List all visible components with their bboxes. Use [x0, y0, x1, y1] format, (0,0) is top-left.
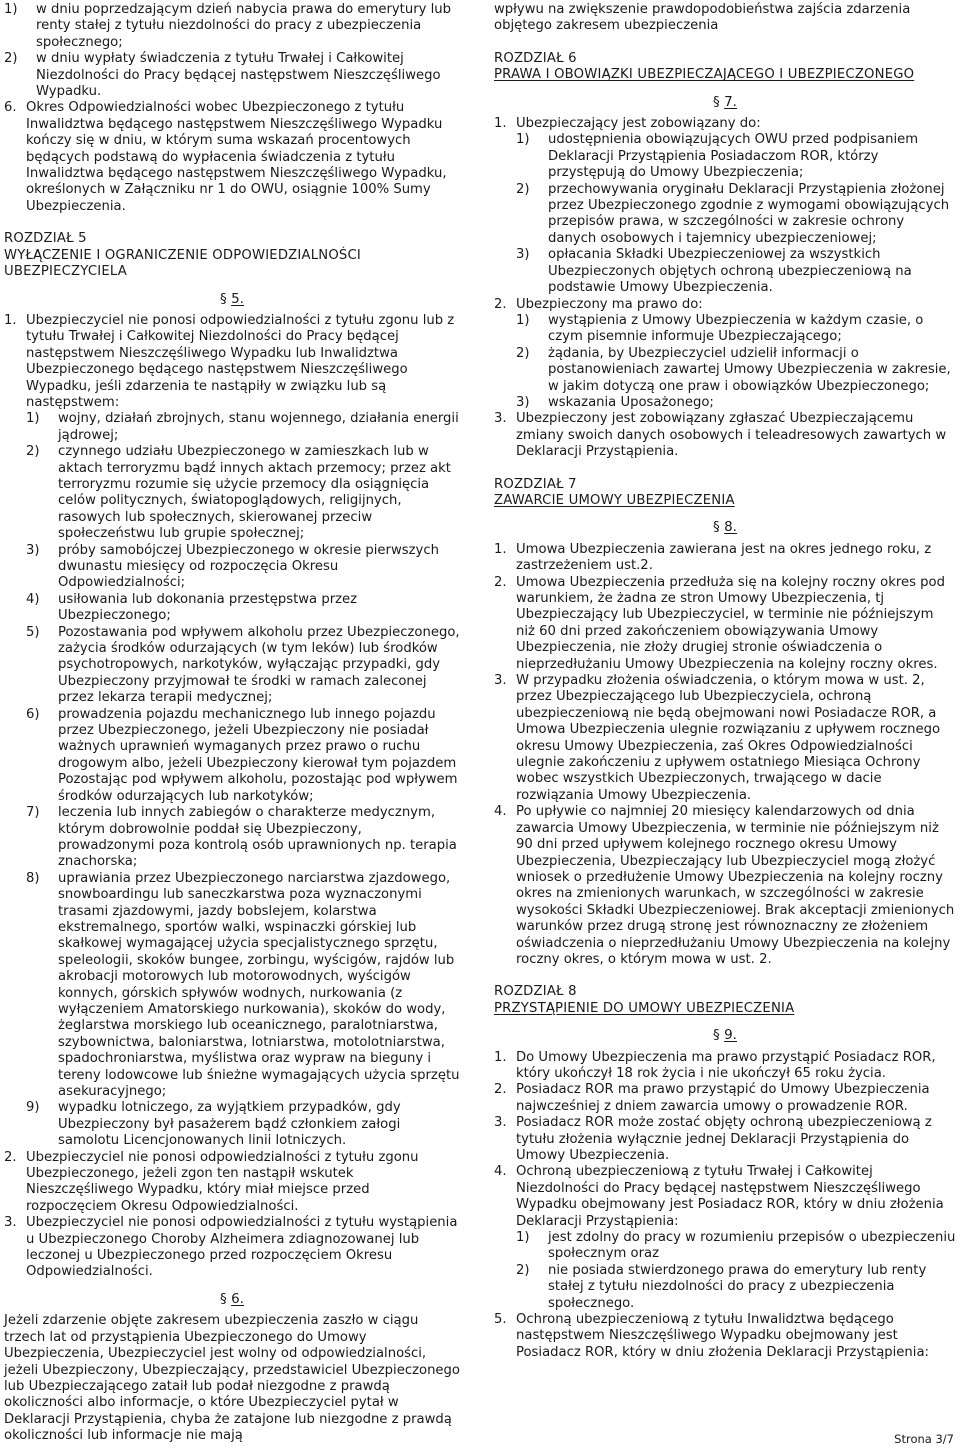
item-text: opłacania Składki Ubezpieczeniowej za wszystkich Ubezpieczonych objętych ochroną ubezpieczeniową na podstawie Umowy Ubezpieczenia.: [548, 247, 912, 296]
list-item: [4, 1150, 460, 1216]
list-item: [494, 804, 956, 968]
list-item: [494, 1115, 956, 1164]
page-number: Strona 3/7: [894, 1431, 954, 1446]
item-text: Pozostawania pod wpływem alkoholu przez Ubezpieczonego, zażycia środków odurzających (w tym leków) lub środków psychotropowych, narkotyków, wyłączając przypadki, gdy Ubezpieczony przyjmował te środki w ramach zaleconej przez lekarza terapii medycznej;: [58, 624, 460, 706]
item-text: Po upływie co najmniej 20 miesięcy kalendarzowych od dnia zawarcia Umowy Ubezpieczenia, w terminie nie późniejszym niż 90 dni przed upływem kolejnego rocznego okresu Umowy Ubezpieczenia, Ubezpieczający lub Ubezpieczyciel mogą złożyć wniosek o przedłużenie Umowy Ubezpieczenia na kolejny roczny okres na zmienionych warunkach, w szczególności w zakresie wysokości Składki Ubezpieczeniowej. Brak akceptacji zmienionych warunków przez drugą stronę jest równoznaczny ze złożeniem oświadczenia o nieprzedłużaniu Umowy Ubezpieczenia na kolejny roczny okres, o którym mowa w ust. 2.: [516, 804, 955, 967]
item-text: Umowa Ubezpieczenia przedłuża się na kolejny roczny okres pod warunkiem, że żadna ze stron Umowy Ubezpieczenia, tj Ubezpieczający lub Ubezpieczyciel, w terminie nie późniejszym niż 60 dni przed zakończeniem obowiązywania Umowy Ubezpieczenia, nie złoży drugiej stronie oświadczenia o nieprzedłużaniu Umowy Ubezpieczenia na kolejny roczny okres.: [516, 574, 945, 672]
paragraph-label: 7.: [724, 93, 737, 110]
chapter-subtitle: PRAWA I OBOWIĄZKI UBEZPIECZAJĄCEGO I UBEZPIECZONEGO: [494, 67, 915, 83]
item-number: 2.: [494, 574, 507, 590]
item-text: w dniu wypłaty świadczenia z tytułu Trwałej i Całkowitej Niezdolności do Pracy będącej następstwem Nieszczęśliwego Wypadku.: [36, 51, 441, 100]
list-item: [494, 575, 956, 673]
list-item: [494, 132, 956, 181]
item-number: 7): [26, 805, 40, 821]
item-number: 2.: [494, 296, 507, 312]
list-item: [4, 592, 460, 625]
item-number: 1): [516, 1230, 530, 1246]
list-item: [4, 51, 460, 100]
item-text: wojny, działań zbrojnych, stanu wojennego, działania energii jądrowej;: [58, 411, 459, 443]
chapter-heading: [494, 984, 956, 1017]
item-text: Do Umowy Ubezpieczenia ma prawo przystąpić Posiadacz ROR, który ukończył 18 rok życia i nie ukończył 65 roku życia.: [516, 1049, 936, 1081]
paragraph-label: 9.: [724, 1027, 737, 1044]
list-item: [4, 100, 460, 215]
item-number: 2): [26, 444, 40, 460]
item-text: Ubezpieczony jest zobowiązany zgłaszać Ubezpieczającemu zmiany swoich danych osobowych i teleadresowych zawartych w Deklaracji Przystąpienia.: [516, 411, 947, 460]
list-item: [4, 444, 460, 542]
item-text: wypadku lotniczego, za wyjątkiem przypadków, gdy Ubezpieczony był pasażerem bądź członkiem załogi samolotu Licencjonowanych linii lotniczych.: [58, 1100, 401, 1149]
item-text: Ochroną ubezpieczeniową z tytułu Inwalidztwa będącego następstwem Nieszczęśliwego Wypadku obejmowany jest Posiadacz ROR, który w dniu złożenia Deklaracji Przystąpienia:: [516, 1312, 929, 1360]
item-text: jest zdolny do pracy w rozumieniu przepisów o ubezpieczeniu społecznym oraz: [548, 1230, 956, 1262]
item-number: 2): [516, 181, 530, 197]
item-number: 4.: [494, 804, 507, 820]
list-item: [494, 673, 956, 804]
item-number: 3): [516, 394, 530, 410]
list-item: [494, 411, 956, 460]
paragraph-label: 5.: [231, 290, 244, 307]
list-item: [494, 182, 956, 248]
list-item: [494, 116, 956, 132]
list-item: [494, 1312, 956, 1361]
list-item: [494, 313, 956, 346]
item-number: 3): [516, 247, 530, 263]
list-item: [494, 1050, 956, 1083]
item-text: Okres Odpowiedzialności wobec Ubezpieczonego z tytułu Inwalidztwa będącego następstwem Nieszczęśliwego Wypadku kończy się w dniu, w którym suma wskazań procentowych będących podstawą do wypłacenia świadczenia z tytułu Inwalidztwa będącego następstwem Nieszczęśliwego Wypadku, określonych w Załączniku nr 1 do OWU, osiągnie 100% Sumy Ubezpieczenia.: [26, 100, 447, 214]
chapter-title: ROZDZIAŁ 5: [4, 231, 87, 247]
item-text: przechowywania oryginału Deklaracji Przystąpienia złożonej przez Ubezpieczonego zgodnie z wymogami obowiązujących przepisów prawa, w szczególności w zakresie ochrony danych osobowych i tajemnicy ubezpieczeniowej;: [548, 181, 950, 246]
list-item: [4, 2, 460, 51]
body-text: Jeżeli zdarzenie objęte zakresem ubezpieczenia zaszło w ciągu trzech lat od przystąpienia Ubezpieczonego do Umowy Ubezpieczenia, Ubezpieczyciel jest wolny od odpowiedzialności, jeżeli Ubezpieczony, Ubezpieczający, przedstawiciel Ubezpieczonego lub Ubezpieczającego zataił lub podał niezgodne z prawdą okoliczności albo informacje, o które Ubezpieczyciel pytał w Deklaracji Przystąpienia, chyba że zatajone lub niezgodne z prawdą okoliczności lub informacje nie mają: [4, 1313, 460, 1444]
item-number: 3): [26, 542, 40, 558]
list-item: [494, 542, 956, 575]
item-number: 3.: [494, 1115, 507, 1131]
chapter-title: ROZDZIAŁ 6: [494, 50, 577, 66]
list-item: [4, 1100, 460, 1149]
item-number: 1): [4, 2, 18, 17]
left-column: [4, 2, 460, 1445]
body-text: wpływu na zwiększenie prawdopodobieństwa zajścia zdarzenia objętego zakresem ubezpieczenia: [494, 2, 911, 34]
item-number: 3.: [494, 673, 507, 689]
paragraph-number: § 7.: [713, 93, 737, 110]
list-item: [494, 1164, 956, 1230]
item-text: żądania, by Ubezpieczyciel udzielił informacji o postanowieniach zawartej Umowy Ubezpieczenia w zakresie, w jakim dotyczą one praw i obowiązków Ubezpieczonego;: [548, 345, 951, 394]
numbered-list: [494, 1050, 956, 1230]
item-text: udostępnienia obowiązujących OWU przed podpisaniem Deklaracji Przystąpienia Posiadaczom ROR, którzy przystępują do Umowy Ubezpieczenia;: [548, 132, 919, 181]
list-item: [4, 871, 460, 1101]
paragraph-number: § 5.: [220, 290, 244, 307]
item-number: 2): [4, 51, 18, 67]
chapter-title: ROZDZIAŁ 7: [494, 476, 577, 492]
item-text: prowadzenia pojazdu mechanicznego lub innego pojazdu przez Ubezpieczonego, jeżeli Ubezpieczony nie posiadał ważnych uprawnień wymaganych przez prawo o ruchu drogowym albo, jeżeli Ubezpieczony kierował tym pojazdem Pozostając pod wpływem alkoholu, pozostając pod wpływem środków odurzających lub narkotyków;: [58, 706, 458, 804]
item-text: Umowa Ubezpieczenia zawierana jest na okres jednego roku, z zastrzeżeniem ust.2.: [516, 541, 932, 574]
item-text: uprawiania przez Ubezpieczonego narciarstwa zjazdowego, snowboardingu lub saneczkarstwa poza wyznaczonymi trasami zjazdowymi, jazdy bobslejem, kolarstwa ekstremalnego, sportów walki, wspinaczki górskiej lub skałkowej wymagającej użycia specjalistycznego sprzętu, speleologii, skoków bungee, zorbingu, wyścigów, rajdów lub akrobacji motorowych lub motorowodnych, wyścigów konnych, górskich spływów wodnych, nurkowania (z wyłączeniem Amatorskiego nurkowania), skoków do wody, żeglarstwa morskiego lub oceanicznego, paralotniarstwa, szybownictwa, baloniarstwa, lotniarstwa, motolotniarstwa, spadochroniarstwa, myślistwa oraz wypraw na bieguny i tereny lodowcowe lub śnieżne wymagających użycia sprzętu asekuracyjnego;: [58, 870, 460, 1099]
item-number: 1.: [494, 1049, 507, 1065]
item-text: wystąpienia z Umowy Ubezpieczenia w każdym czasie, o czym pisemnie informuje Ubezpieczającego;: [548, 312, 924, 345]
item-number: 8): [26, 870, 40, 886]
item-text: w dniu poprzedzającym dzień nabycia prawa do emerytury lub renty stałej z tytułu niezdolności do pracy z ubezpieczenia społecznego;: [36, 2, 452, 50]
item-text: Ubezpieczony ma prawo do:: [516, 296, 703, 312]
item-text: Ubezpieczyciel nie ponosi odpowiedzialności z tytułu zgonu lub z tytułu Trwałej i Całkowitej Niezdolności do Pracy będącej następstwem Nieszczęśliwego Wypadku lub Inwalidztwa Ubezpieczonego będącego następstwem Nieszczęśliwego Wypadku, jeśli zdarzenia te nastąpiły w związku lub są następstwem:: [26, 312, 455, 410]
list-item: [494, 297, 956, 313]
chapter-subtitle: WYŁĄCZENIE I OGRANICZENIE ODPOWIEDZIALNOŚCI UBEZPIECZYCIELA: [4, 247, 361, 280]
item-number: 2.: [4, 1149, 17, 1165]
list-item: [4, 313, 460, 411]
item-number: 2.: [494, 1082, 507, 1098]
item-text: W przypadku złożenia oświadczenia, o którym mowa w ust. 2, przez Ubezpieczającego lub Ubezpieczyciela, ochroną ubezpieczeniową nie będą obejmowani nowi Posiadacze ROR, a Umowa Ubezpieczenia ulegnie rozwiązaniu z upływem rocznego okresu Umowy Ubezpieczenia, zaś Okres Odpowiedzialności ulegnie zakończeniu z upływem ostatniego Miesiąca Ochrony wobec wszystkich Ubezpieczonych, trwającego w dacie rozwiązania Umowy Ubezpieczenia.: [516, 673, 941, 803]
list-item: [494, 1230, 956, 1263]
item-text: nie posiada stwierdzonego prawa do emerytury lub renty stałej z tytułu niezdolności do pracy z ubezpieczenia społecznego.: [548, 1262, 927, 1311]
item-number: 9): [26, 1100, 40, 1116]
item-text: czynnego udziału Ubezpieczonego w zamieszkach lub w aktach terroryzmu bądź innych aktach przemocy; przez akt terroryzmu rozumie się użycie przemocy dla osiągnięcia celów politycznych, światopoglądowych, religijnych, rasowych lub społecznych, skierowanej przeciw społeczeństwu lub grupie społecznej;: [58, 444, 451, 542]
item-number: 5): [26, 624, 40, 640]
chapter-heading: [494, 477, 956, 510]
list-item: [4, 625, 460, 707]
item-text: usiłowania lub dokonania przestępstwa przez Ubezpieczonego;: [58, 591, 358, 624]
item-number: 3.: [494, 411, 507, 427]
item-number: 4.: [494, 1164, 507, 1180]
list-item: [494, 247, 956, 296]
paragraph-label: 6.: [231, 1290, 244, 1307]
item-number: 1): [516, 132, 530, 148]
paragraph-number: § 8.: [713, 519, 737, 536]
paragraph-label: 8.: [724, 519, 737, 536]
chapter-heading: [4, 231, 460, 280]
item-number: 2): [516, 345, 530, 361]
sublist: [494, 132, 956, 296]
chapter-subtitle: PRZYSTĄPIENIE DO UMOWY UBEZPIECZENIA: [494, 1000, 795, 1016]
item-number: 1): [26, 411, 40, 427]
item-number: 4): [26, 591, 40, 607]
chapter-heading: [494, 51, 956, 84]
sublist: [4, 411, 460, 1149]
item-text: leczenia lub innych zabiegów o charakterze medycznym, którym dobrowolnie poddał się Ubezpieczony, prowadzonymi poza kontrolą osób uprawnionych np. terapia znachorska;: [58, 805, 457, 870]
item-text: Ubezpieczyciel nie ponosi odpowiedzialności z tytułu zgonu Ubezpieczonego, jeżeli zgon ten nastąpił wskutek Nieszczęśliwego Wypadku, który miał miejsce przed rozpoczęciem Okresu Odpowiedzialności.: [26, 1149, 419, 1214]
item-number: 5.: [494, 1312, 507, 1328]
item-number: 1.: [494, 541, 507, 557]
list-item: [494, 395, 956, 411]
paragraph-number: § 9.: [713, 1027, 737, 1044]
numbered-list: [494, 542, 956, 969]
list-item: [4, 707, 460, 805]
list-item: [494, 1263, 956, 1312]
right-column: [494, 2, 956, 1361]
item-text: Ochroną ubezpieczeniową z tytułu Trwałej i Całkowitej Niezdolności do Pracy będącej następstwem Nieszczęśliwego Wypadku obejmowany jest Posiadacz ROR, który w dniu złożenia Deklaracji Przystąpienia:: [516, 1164, 944, 1229]
chapter-title: ROZDZIAŁ 8: [494, 984, 577, 1000]
item-text: Posiadacz ROR ma prawo przystąpić do Umowy Ubezpieczenia najwcześniej z dniem zawarcia umowy o prowadzenie ROR.: [516, 1082, 930, 1114]
item-text: Ubezpieczający jest zobowiązany do:: [516, 116, 761, 132]
item-text: Ubezpieczyciel nie ponosi odpowiedzialności z tytułu wystąpienia u Ubezpieczonego Choroby Alzheimera zdiagnozowanej lub leczonej u Ubezpieczonego przed rozpoczęciem Okresu Odpowiedzialności.: [26, 1215, 458, 1280]
sublist: [494, 313, 956, 411]
item-number: 3.: [4, 1215, 17, 1231]
list-item: [4, 543, 460, 592]
list-item: [494, 1082, 956, 1115]
list-item: [4, 1215, 460, 1281]
list-item: [494, 346, 956, 395]
item-number: 1): [516, 312, 530, 328]
item-number: 6.: [4, 100, 17, 116]
item-text: próby samobójczej Ubezpieczonego w okresie pierwszych dwunastu miesięcy od rozpoczęcia Okresu Odpowiedzialności;: [58, 542, 439, 591]
list-item: [4, 805, 460, 871]
item-text: wskazania Uposażonego;: [548, 394, 714, 410]
item-number: 1.: [4, 312, 17, 328]
chapter-subtitle: ZAWARCIE UMOWY UBEZPIECZENIA: [494, 492, 735, 508]
sublist: [494, 1230, 956, 1312]
list-item: [4, 411, 460, 444]
item-text: Posiadacz ROR może zostać objęty ochroną ubezpieczeniową z tytułu złożenia wyłącznie jednej Deklaracji Przystąpienia do Umowy Ubezpieczenia.: [516, 1115, 932, 1163]
item-number: 2): [516, 1262, 530, 1278]
item-number: 1.: [494, 116, 507, 132]
paragraph-number: § 6.: [220, 1290, 244, 1307]
item-number: 6): [26, 706, 40, 722]
